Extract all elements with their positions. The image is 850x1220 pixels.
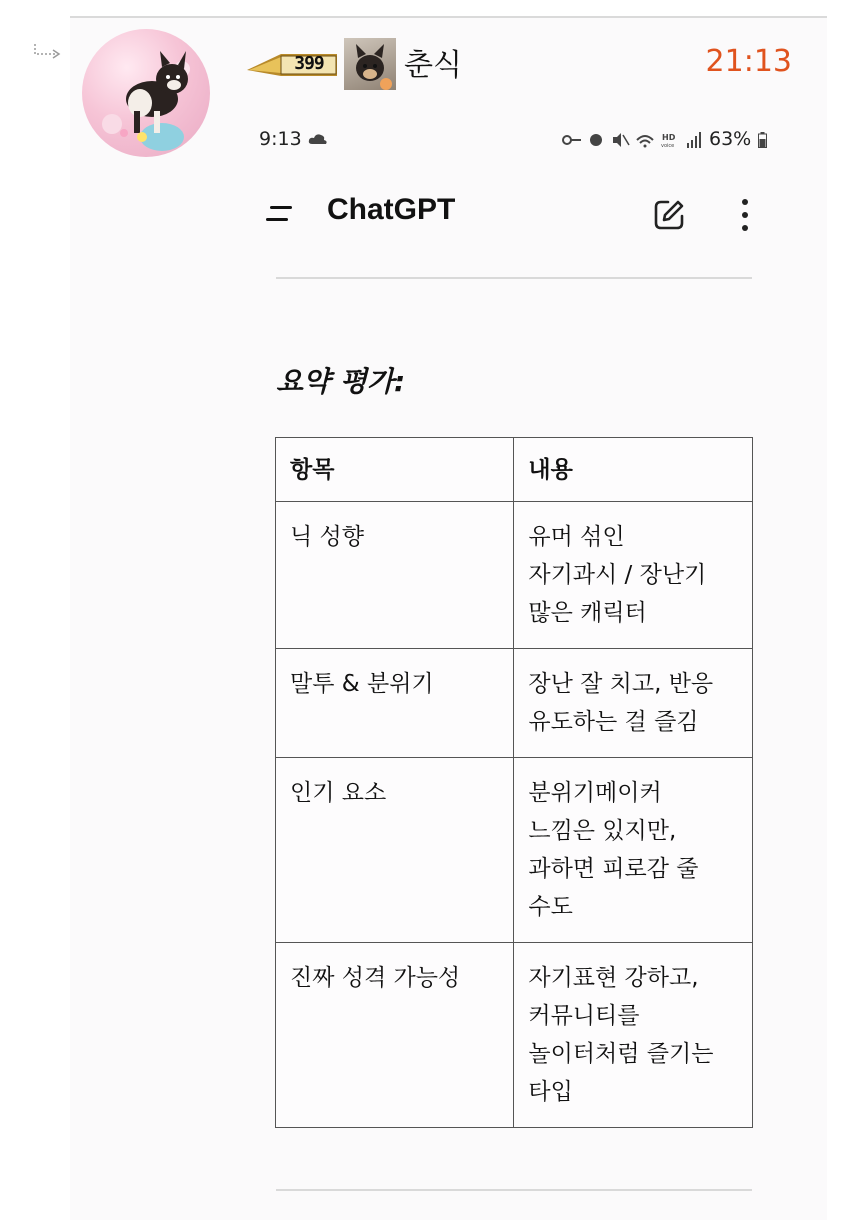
level-number: 399 bbox=[294, 53, 324, 74]
status-bar-icons bbox=[561, 130, 701, 150]
table-cell-content bbox=[514, 758, 753, 943]
wifi-icon bbox=[637, 136, 653, 148]
table-row bbox=[276, 649, 753, 758]
divider bbox=[276, 277, 752, 279]
app-title: ChatGPT bbox=[327, 193, 456, 226]
table-cell-content bbox=[514, 502, 753, 649]
alarm-icon bbox=[590, 134, 602, 146]
cell-text: 분위기메이커 bbox=[528, 780, 662, 806]
mute-icon bbox=[613, 133, 629, 147]
hd-voice-icon bbox=[661, 133, 676, 149]
table-cell-item bbox=[276, 649, 514, 758]
table-header-item: 항목 bbox=[276, 438, 514, 502]
post-time: 21:13 bbox=[705, 44, 792, 79]
cell-text: 장난 잘 치고, 반응 bbox=[528, 671, 714, 697]
user-mini-photo bbox=[344, 38, 396, 90]
cell-text: 인기 요소 bbox=[290, 780, 387, 806]
summary-table bbox=[275, 437, 753, 1128]
table-row bbox=[276, 943, 753, 1128]
svg-text:voice: voice bbox=[661, 143, 675, 149]
table-cell-content bbox=[514, 943, 753, 1128]
svg-text:HD: HD bbox=[662, 133, 676, 142]
table-cell-item bbox=[276, 502, 514, 649]
cell-text: 놀이터처럼 즐기는 bbox=[528, 1041, 714, 1067]
battery-icon bbox=[758, 132, 767, 148]
key-icon bbox=[563, 136, 581, 144]
divider bbox=[276, 1189, 752, 1191]
cloud-icon bbox=[308, 133, 328, 145]
table-row bbox=[276, 502, 753, 649]
cell-text: 자기표현 강하고, bbox=[528, 965, 699, 991]
cell-text: 커뮤니티를 bbox=[528, 1003, 640, 1029]
cell-text: 과하면 피로감 줄 bbox=[528, 856, 699, 882]
section-heading: 요약 평가: bbox=[276, 365, 406, 398]
cell-text: 많은 캐릭터 bbox=[528, 600, 647, 626]
cell-text: 타입 bbox=[528, 1079, 573, 1105]
status-time: 9:13 bbox=[259, 128, 302, 150]
table-header-row bbox=[276, 438, 753, 502]
cell-text: 말투 & 분위기 bbox=[290, 671, 434, 697]
more-options-icon[interactable] bbox=[737, 198, 753, 232]
table-cell-item bbox=[276, 758, 514, 943]
cell-text: 수도 bbox=[528, 894, 573, 920]
cell-text: 느낌은 있지만, bbox=[528, 818, 677, 844]
avatar[interactable] bbox=[82, 29, 210, 157]
menu-icon[interactable] bbox=[264, 200, 298, 228]
cell-text: 진짜 성격 가능성 bbox=[290, 965, 461, 991]
username[interactable]: 춘식 bbox=[404, 48, 462, 83]
table-header-content: 내용 bbox=[514, 438, 753, 502]
cell-text: 자기과시 / 장난기 bbox=[528, 562, 707, 588]
dog-avatar-image bbox=[82, 29, 210, 157]
signal-icon bbox=[687, 132, 701, 148]
cell-text: 닉 성향 bbox=[290, 524, 364, 550]
cell-text: 유머 섞인 bbox=[528, 524, 625, 550]
cell-text: 유도하는 걸 즐김 bbox=[528, 709, 699, 735]
table-cell-item bbox=[276, 943, 514, 1128]
table-row bbox=[276, 758, 753, 943]
table-cell-content bbox=[514, 649, 753, 758]
battery-percentage: 63% bbox=[709, 128, 752, 150]
new-chat-edit-icon[interactable] bbox=[652, 198, 686, 232]
reply-arrow-icon bbox=[33, 42, 63, 62]
